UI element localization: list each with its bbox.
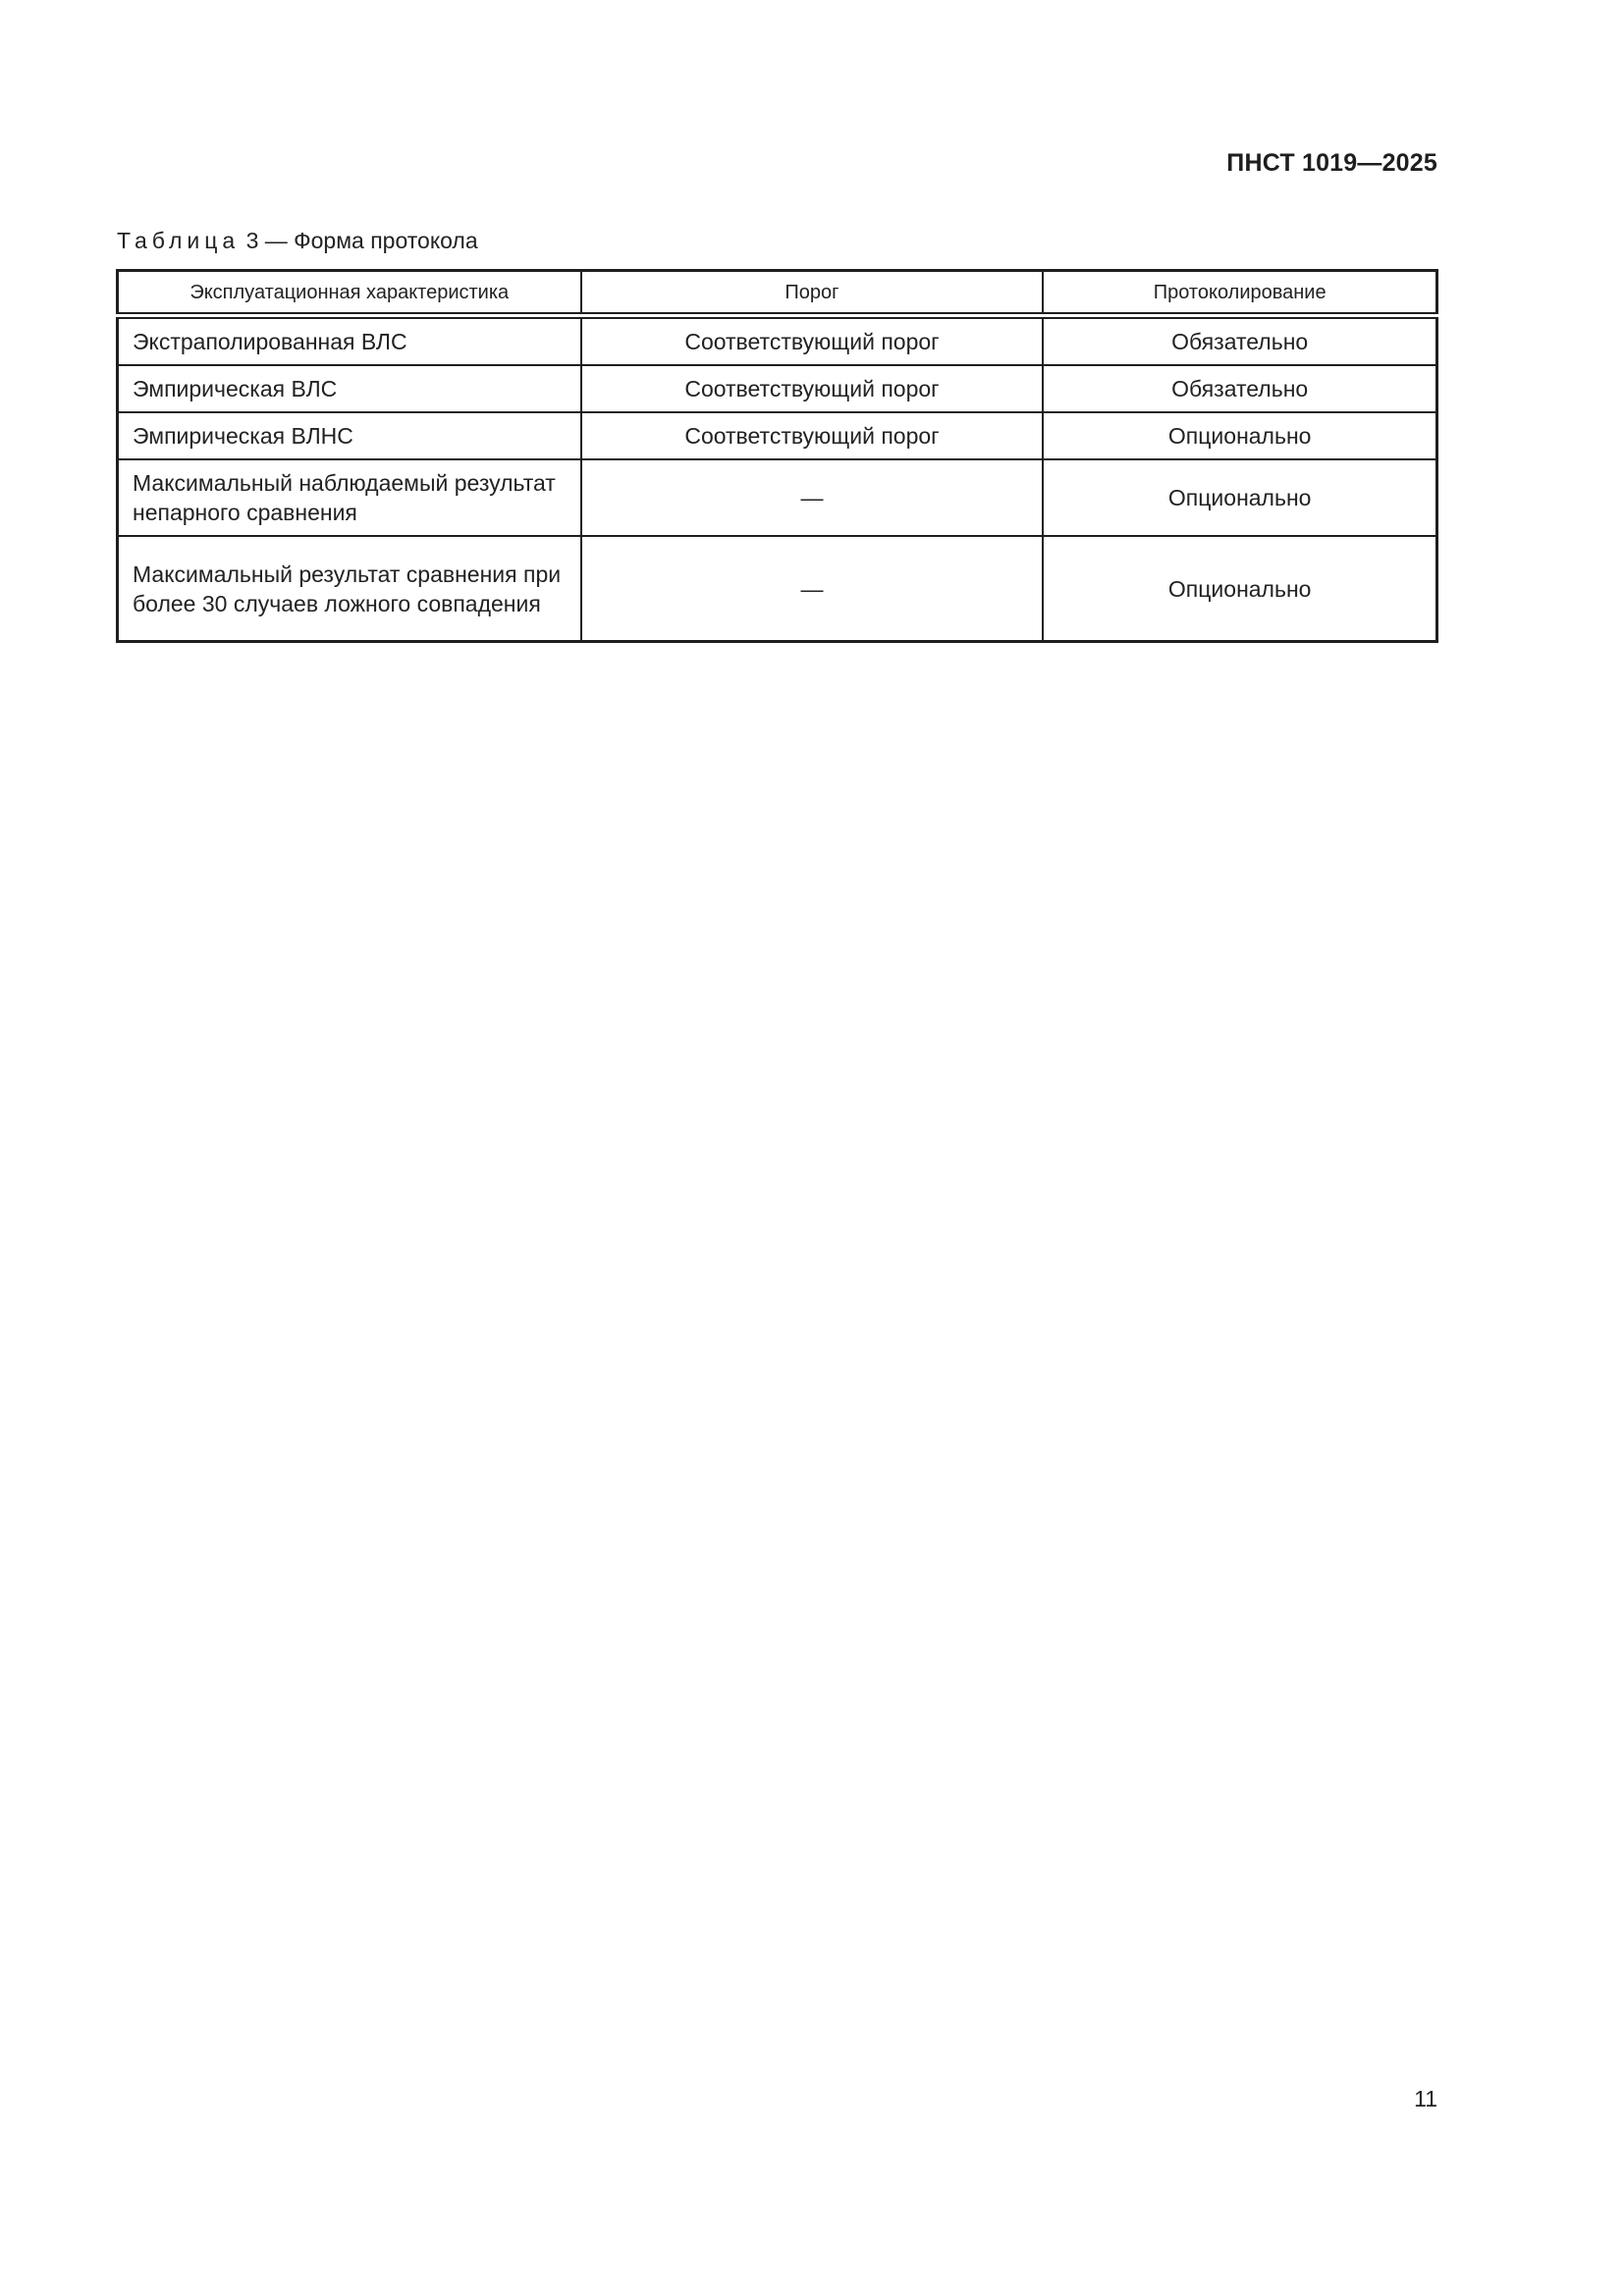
- table-row: [118, 365, 1437, 412]
- cell-threshold: —: [581, 536, 1044, 642]
- cell-threshold: Соответствующий порог: [581, 365, 1044, 412]
- cell-logging: Опционально: [1043, 412, 1436, 459]
- cell-logging: Обязательно: [1043, 365, 1436, 412]
- cell-logging: Опционально: [1043, 459, 1436, 536]
- cell-threshold: Соответствующий порог: [581, 316, 1044, 366]
- table-header-row: [118, 271, 1437, 316]
- cell-characteristic: Максимальный наблюдаемый результат непарного сравнения: [118, 459, 581, 536]
- cell-characteristic: Эмпирическая ВЛС: [118, 365, 581, 412]
- table-caption: [117, 228, 478, 254]
- page-number: 11: [1414, 2086, 1437, 2111]
- cell-threshold: —: [581, 459, 1044, 536]
- cell-threshold: Соответствующий порог: [581, 412, 1044, 459]
- table-row: [118, 536, 1437, 642]
- cell-characteristic: Максимальный результат сравнения при более 30 случаев ложного совпадения: [118, 536, 581, 642]
- document-code: ПНСТ 1019—2025: [1226, 149, 1437, 177]
- table-row: [118, 316, 1437, 366]
- table-caption-prefix: Таблица: [117, 228, 241, 253]
- column-header-characteristic: Эксплуатационная характеристика: [118, 271, 581, 316]
- cell-logging: Опционально: [1043, 536, 1436, 642]
- protocol-form-table: [116, 269, 1438, 643]
- column-header-logging: Протоколирование: [1043, 271, 1436, 316]
- table-caption-title: 3 — Форма протокола: [245, 228, 478, 253]
- table-row: [118, 412, 1437, 459]
- column-header-threshold: Порог: [581, 271, 1044, 316]
- cell-characteristic: Эмпирическая ВЛНС: [118, 412, 581, 459]
- cell-characteristic: Экстраполированная ВЛС: [118, 316, 581, 366]
- table-row: [118, 459, 1437, 536]
- cell-logging: Обязательно: [1043, 316, 1436, 366]
